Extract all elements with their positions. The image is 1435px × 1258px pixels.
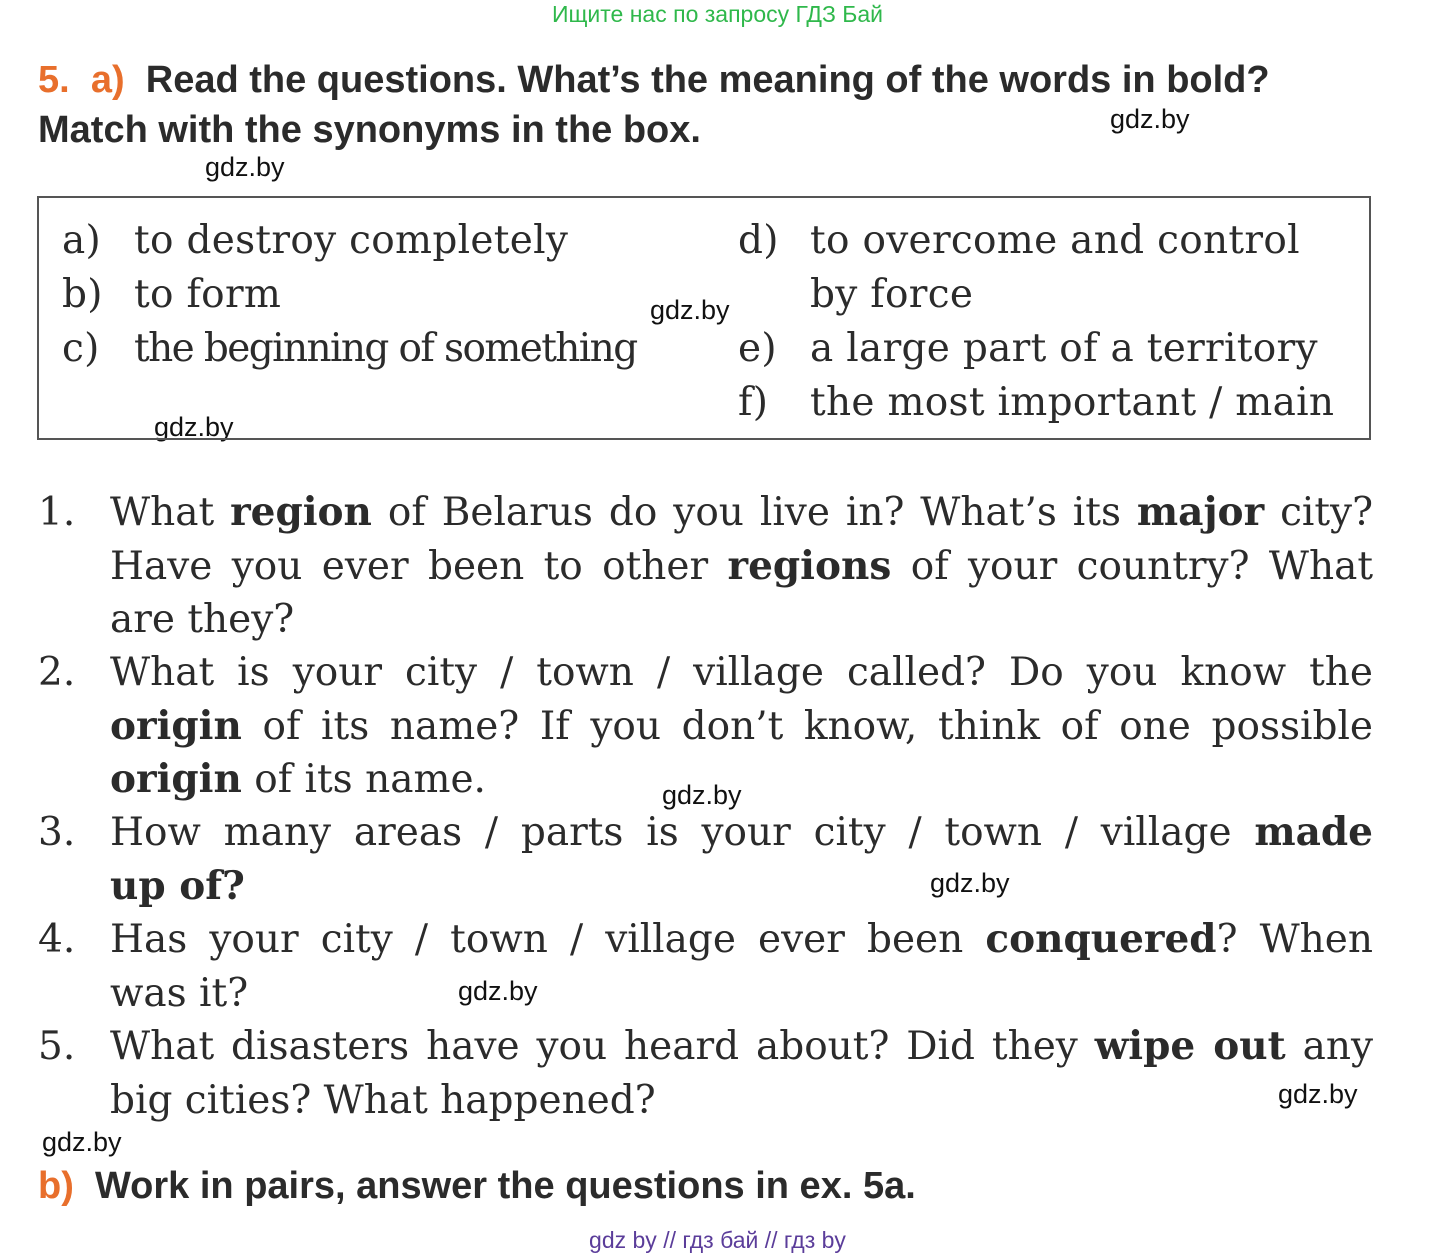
bold-word: made	[1254, 809, 1373, 855]
exercise-number: 5.	[38, 59, 70, 101]
synonym-label-c: c)	[62, 326, 100, 371]
bold-word: up of	[110, 862, 222, 909]
bold-word: wipe out	[1094, 1023, 1286, 1069]
watermark: gdz.by	[154, 412, 234, 442]
bold-word: origin	[110, 756, 242, 802]
bold-word: region	[230, 489, 372, 535]
part-b-text: Work in pairs, answer the questions in ex. 5a.	[95, 1165, 916, 1207]
synonym-label-f: f)	[738, 380, 769, 425]
part-b-instruction	[38, 1162, 916, 1210]
synonym-text-a: to destroy completely	[134, 218, 569, 263]
bold-word: regions	[727, 542, 892, 589]
synonym-label-d: d)	[738, 218, 779, 263]
synonym-text-d-1: to overcome and control	[810, 218, 1300, 263]
part-b-letter: b)	[38, 1165, 74, 1207]
question-number: 4.	[38, 917, 76, 962]
synonym-text-b: to form	[134, 272, 282, 317]
question-number: 5.	[38, 1024, 76, 1069]
synonym-text-c: the beginning of something	[134, 326, 637, 371]
synonym-label-b: b)	[62, 272, 103, 317]
watermark: gdz.by	[662, 780, 742, 810]
synonym-text-f: the most important / main	[810, 380, 1335, 425]
watermark: gdz.by	[205, 152, 285, 182]
instruction-line1: Read the questions. What’s the meaning of the words in bold?	[145, 59, 1270, 101]
bold-word: conquered	[985, 916, 1217, 962]
question-number: 1.	[38, 490, 76, 535]
synonym-label-e: e)	[738, 326, 777, 371]
part-a-letter: a)	[90, 59, 125, 101]
watermark: gdz.by	[650, 295, 730, 325]
synonym-label-a: a)	[62, 218, 102, 263]
watermark: gdz.by	[42, 1127, 122, 1157]
watermark: gdz.by	[1110, 104, 1190, 134]
exercise-heading-line1	[38, 56, 1270, 104]
bold-word: major	[1136, 489, 1265, 535]
synonym-text-e: a large part of a territory	[810, 326, 1318, 371]
question-number: 3.	[38, 810, 76, 855]
watermark: gdz.by	[1278, 1079, 1358, 1109]
question-number: 2.	[38, 650, 76, 695]
watermark: gdz.by	[930, 868, 1010, 898]
bold-word: origin	[110, 702, 242, 749]
watermark: gdz.by	[458, 976, 538, 1006]
synonym-text-d-2: by force	[810, 272, 974, 317]
instruction-line2: Match with the synonyms in the box.	[38, 109, 701, 151]
footer-watermark: gdz by // гдз бай // гдз by	[589, 1227, 846, 1253]
top-banner: Ищите нас по запросу ГДЗ Бай	[551, 1, 884, 27]
